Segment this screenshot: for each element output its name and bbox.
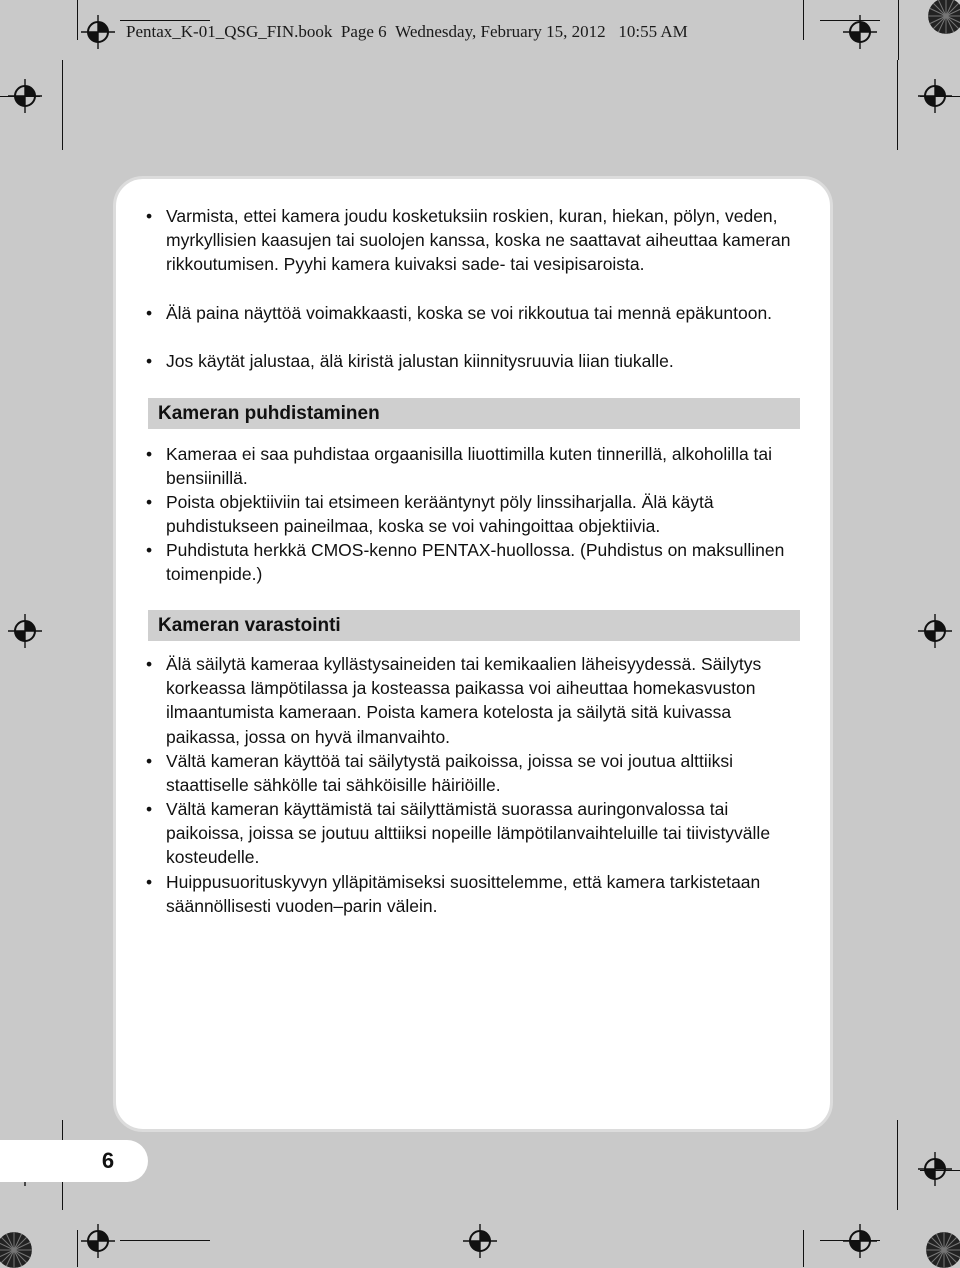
print-header xyxy=(126,22,688,42)
list-item-text: Vältä kameran käyttöä tai säilytystä paikoissa, joissa se voi joutua alttiiksi staattiselle sähkölle tai sähköisille häiriöille. xyxy=(166,751,734,796)
list-item xyxy=(146,538,796,586)
list-item-text: Älä säilytä kameraa kyllästysaineiden tai kemikaalien läheisyydessä. Säilytys korkeassa lämpötilassa ja kosteassa paikassa voi aiheuttaa homekasvuston ilmaantumista kameraan. Poista kamera kotelosta ja säilytä sitä kuivassa paikassa, jossa on hyvä ilmanvaihto. xyxy=(166,654,762,747)
bullet-icon: • xyxy=(146,654,153,674)
header-page: Page 6 xyxy=(340,22,387,41)
list-item xyxy=(146,797,796,870)
list-item xyxy=(146,870,796,918)
bullet-icon: • xyxy=(146,540,153,560)
bullet-icon: • xyxy=(146,872,153,892)
crop-mark xyxy=(803,1230,804,1267)
crop-mark xyxy=(120,1240,210,1241)
list-item-text: Älä paina näyttöä voimakkaasti, koska se voi rikkoutua tai mennä epäkuntoon. xyxy=(166,303,773,323)
crop-mark xyxy=(77,1230,78,1267)
crop-mark xyxy=(120,20,210,21)
crop-mark xyxy=(897,60,898,150)
list-item-text: Jos käytät jalustaa, älä kiristä jalustan kiinnitysruuvia liian tiukalle. xyxy=(166,351,674,371)
list-item xyxy=(146,204,796,277)
registration-mark-icon xyxy=(918,79,952,113)
bullet-icon: • xyxy=(146,444,153,464)
list-item-text: Vältä kameran käyttämistä tai säilyttämistä suorassa auringonvalossa tai paikoissa, joissa se joutuu alttiiksi nopeille lämpötilanvaihteluille tai tiivistyvälle kosteudelle. xyxy=(166,799,771,868)
bullet-icon: • xyxy=(146,799,153,819)
header-file: Pentax_K-01_QSG_FIN.book xyxy=(126,22,333,41)
list-item-text: Poista objektiiviin tai etsimeen kerääntynyt pöly linssiharjalla. Älä käytä puhdistukseen paineilmaa, koska se voi vahingoittaa objektiivia. xyxy=(166,492,714,537)
list-item-text: Huippusuorituskyvyn ylläpitämiseksi suosittelemme, että kamera tarkistetaan säännöllisesti vuoden–parin välein. xyxy=(166,872,761,917)
section-heading-cleaning: Kameran puhdistaminen xyxy=(148,398,800,429)
list-item xyxy=(146,301,796,325)
list-item-text: Kameraa ei saa puhdistaa orgaanisilla liuottimilla kuten tinnerillä, alkoholilla tai bensiinillä. xyxy=(166,444,773,489)
list-item xyxy=(146,349,796,373)
registration-mark-icon xyxy=(8,79,42,113)
registration-mark-icon xyxy=(81,1224,115,1258)
crop-mark xyxy=(77,0,78,40)
list-item-text: Varmista, ettei kamera joudu kosketuksiin roskien, kuran, hiekan, pölyn, veden, myrkyllisien kaasujen tai suolojen kanssa, koska ne saattavat aiheuttaa kameran rikkoutumisen. Pyyhi kamera kuivaksi sade- tai vesipisaroista. xyxy=(166,206,791,275)
header-time: 10:55 AM xyxy=(618,22,688,41)
list-item xyxy=(146,749,796,797)
bullet-icon: • xyxy=(146,351,153,371)
bullet-icon: • xyxy=(146,206,153,226)
list-item xyxy=(146,490,796,538)
bullet-icon: • xyxy=(146,751,153,771)
crop-mark xyxy=(897,1120,898,1210)
registration-mark-icon xyxy=(8,614,42,648)
header-date: Wednesday, February 15, 2012 xyxy=(395,22,606,41)
starburst-mark-icon xyxy=(926,1232,960,1268)
bullet-icon: • xyxy=(146,303,153,323)
crop-mark xyxy=(62,60,63,150)
bullet-icon: • xyxy=(146,492,153,512)
section-heading-storage: Kameran varastointi xyxy=(148,610,800,641)
crop-mark xyxy=(803,0,804,40)
registration-mark-icon xyxy=(918,614,952,648)
registration-mark-icon xyxy=(843,15,877,49)
registration-mark-icon xyxy=(843,1224,877,1258)
page-number: 6 xyxy=(101,1148,115,1173)
crop-mark xyxy=(898,0,899,60)
list-item xyxy=(146,442,796,490)
registration-mark-icon xyxy=(81,15,115,49)
registration-mark-icon xyxy=(918,1152,952,1186)
list-item-text: Puhdistuta herkkä CMOS-kenno PENTAX-huollossa. (Puhdistus on maksullinen toimenpide.) xyxy=(166,540,785,585)
list-item xyxy=(146,652,796,749)
registration-mark-icon xyxy=(463,1224,497,1258)
starburst-mark-icon xyxy=(928,0,960,34)
starburst-mark-icon xyxy=(0,1232,32,1268)
